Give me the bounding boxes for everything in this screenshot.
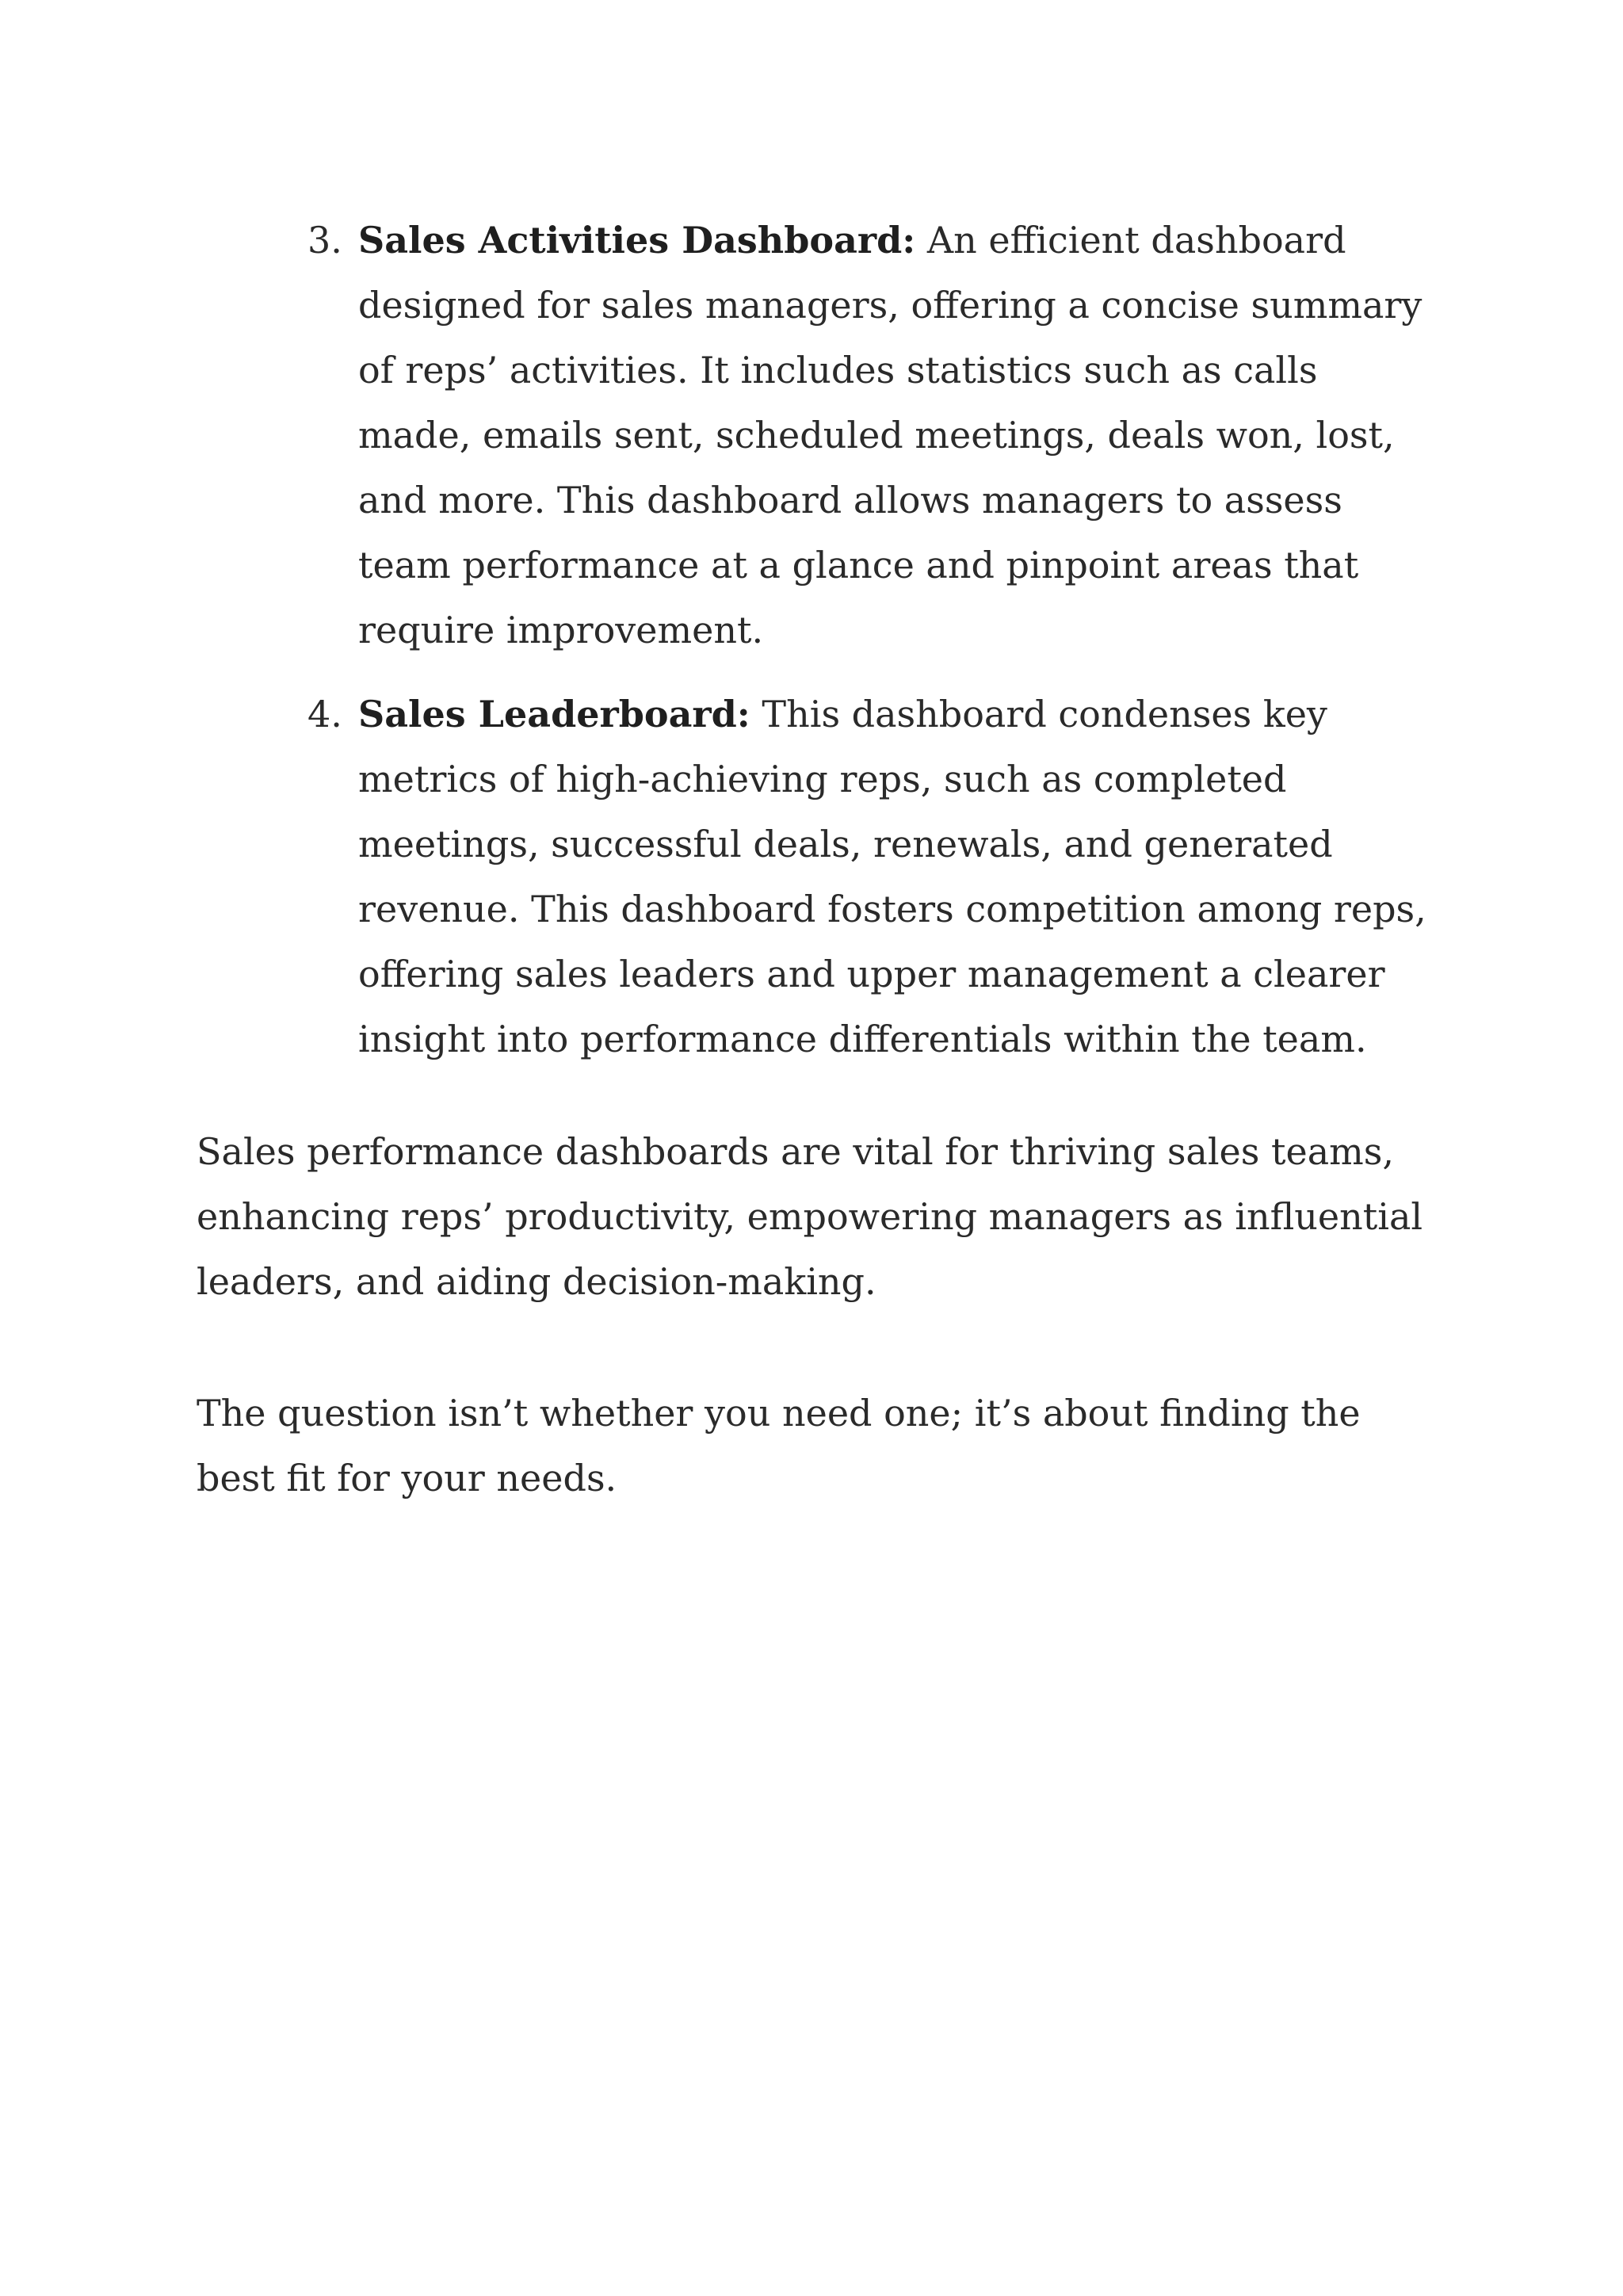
list-item-number: 3. xyxy=(307,219,342,262)
list-item xyxy=(197,682,1433,1072)
list-item xyxy=(197,208,1433,663)
list-item-text xyxy=(358,682,1436,1072)
document-content xyxy=(197,208,1433,1511)
list-item-body: An efficient dashboard designed for sales managers, offering a concise summary of reps’ activities. It includes statistics such as calls made, emails sent, scheduled meetings, deals won, lost, and more. This dashboard allows managers to assess team performance at a glance and pinpoint areas that require improvement. xyxy=(358,219,1423,651)
list-item-title: Sales Activities Dashboard: xyxy=(358,219,916,262)
dashboard-types-list xyxy=(197,208,1433,1072)
list-item-title: Sales Leaderboard: xyxy=(358,693,750,735)
list-item-number: 4. xyxy=(307,693,342,735)
summary-paragraph: Sales performance dashboards are vital for thriving sales teams, enhancing reps’ productivity, empowering managers as influential leaders, and aiding decision-making. xyxy=(197,1130,1423,1303)
list-item-body: This dashboard condenses key metrics of high-achieving reps, such as completed meetings, successful deals, renewals, and generated revenue. This dashboard fosters competition among reps, offering sales leaders and upper management a clearer insight into performance differentials within the team. xyxy=(358,693,1426,1060)
closing-paragraph: The question isn’t whether you need one; it’s about finding the best fit for your needs. xyxy=(197,1392,1361,1499)
list-item-text xyxy=(358,208,1436,663)
